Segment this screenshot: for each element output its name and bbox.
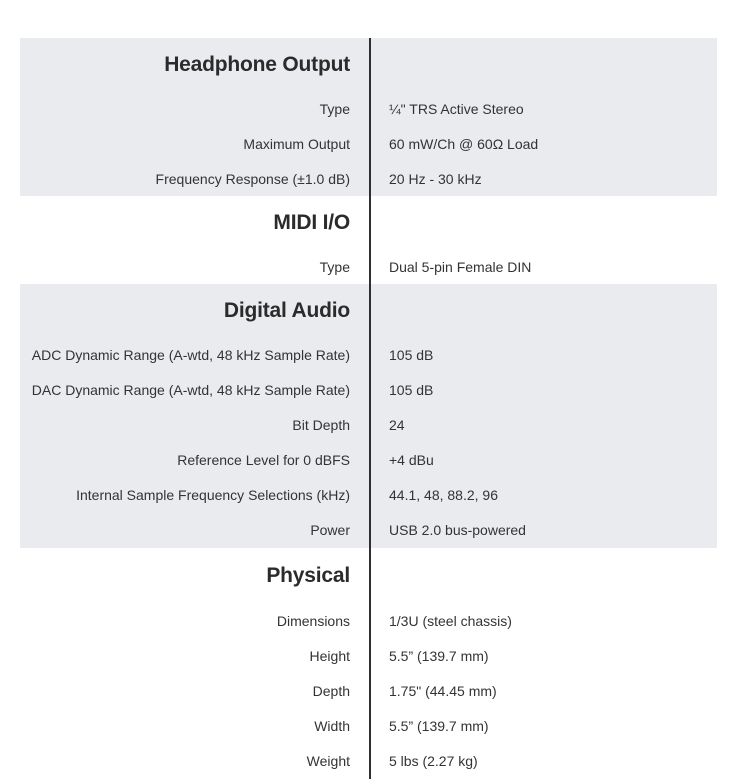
spec-label: ADC Dynamic Range (A-wtd, 48 kHz Sample Rate): [31, 346, 350, 363]
spec-value: ¼" TRS Active Stereo: [389, 100, 524, 117]
spec-value: 44.1, 48, 88.2, 96: [389, 486, 498, 503]
section-title: Headphone Output: [164, 52, 350, 76]
spec-value: 1.75" (44.45 mm): [389, 682, 497, 699]
spec-value: USB 2.0 bus-powered: [389, 521, 526, 538]
spec-value: 24: [389, 416, 405, 433]
spec-label: Type: [319, 258, 350, 275]
spec-table: [20, 38, 717, 779]
section-title: MIDI I/O: [273, 210, 350, 234]
spec-label: Bit Depth: [292, 416, 350, 433]
spec-label: Internal Sample Frequency Selections (kHz): [76, 486, 350, 503]
spec-label: Dimensions: [276, 612, 350, 629]
spec-value: 60 mW/Ch @ 60Ω Load: [389, 135, 539, 152]
spec-value: 5.5” (139.7 mm): [389, 717, 489, 734]
spec-label: Height: [309, 647, 350, 664]
spec-label: DAC Dynamic Range (A-wtd, 48 kHz Sample Rate): [31, 381, 350, 398]
spec-value: 1/3U (steel chassis): [389, 612, 512, 629]
spec-value: Dual 5-pin Female DIN: [389, 258, 532, 275]
spec-label: Depth: [312, 682, 350, 699]
spec-value: 105 dB: [389, 346, 434, 363]
spec-label: Weight: [306, 752, 350, 769]
spec-label: Width: [314, 717, 350, 734]
section-title: Digital Audio: [223, 298, 350, 322]
column-divider: [369, 38, 371, 779]
spec-label: Type: [319, 100, 350, 117]
spec-value: 5.5” (139.7 mm): [389, 647, 489, 664]
section-title: Physical: [266, 563, 350, 587]
spec-value: 5 lbs (2.27 kg): [389, 752, 478, 769]
spec-value: 20 Hz - 30 kHz: [389, 170, 482, 187]
spec-label: Frequency Response (±1.0 dB): [155, 170, 350, 187]
spec-label: Reference Level for 0 dBFS: [177, 451, 350, 468]
spec-label: Maximum Output: [243, 135, 350, 152]
spec-value: +4 dBu: [389, 451, 434, 468]
spec-label: Power: [310, 521, 350, 538]
spec-value: 105 dB: [389, 381, 434, 398]
